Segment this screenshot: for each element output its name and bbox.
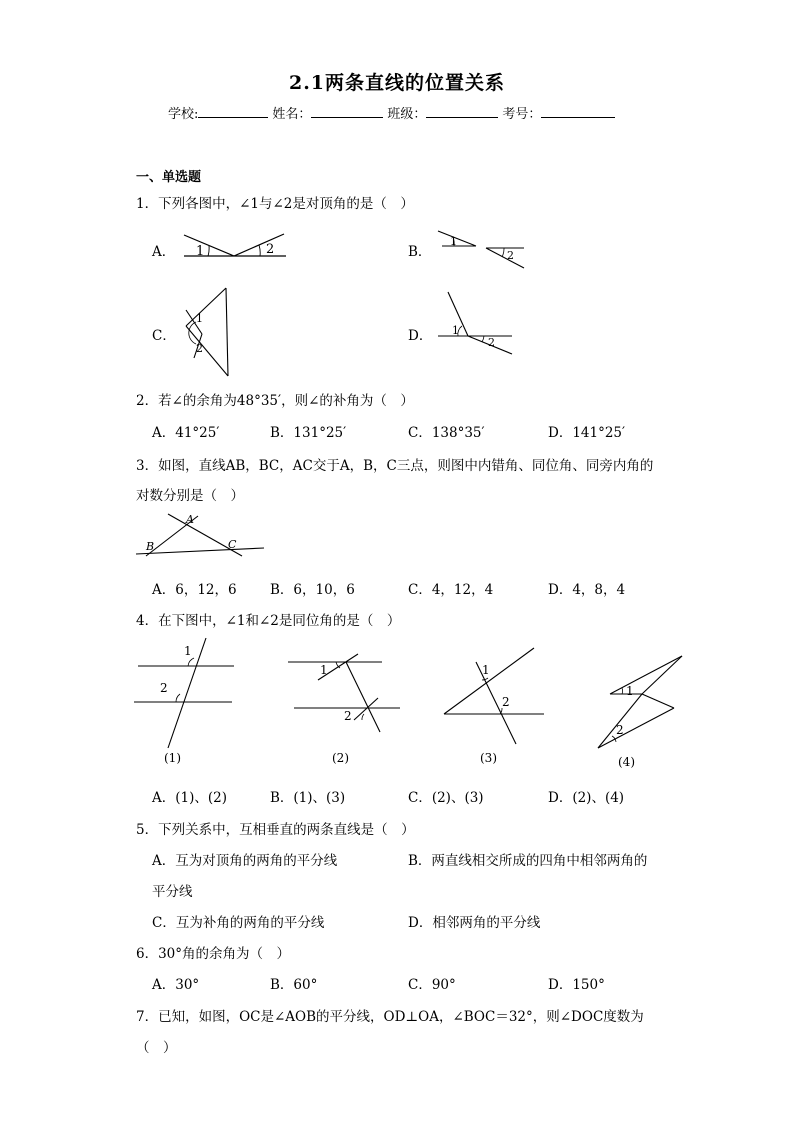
q4-caption-4: (4) xyxy=(618,755,635,769)
section-heading: 一、单选题 xyxy=(136,170,202,185)
q4-fig4-angle-2: 2 xyxy=(616,723,624,737)
q1b-angle-2: 2 xyxy=(507,249,514,262)
q4-option-a[interactable]: A．(1)、(2) xyxy=(152,790,227,806)
q4-option-d[interactable]: D．(2)、(4) xyxy=(548,790,625,806)
q3-point-b: B xyxy=(146,540,155,553)
q1-option-a-label[interactable]: A． xyxy=(152,244,176,260)
q1c-angle-2: 2 xyxy=(196,342,203,355)
q1-figure-b xyxy=(432,226,532,274)
q1-figure-d xyxy=(432,288,518,360)
q1-option-c-label[interactable]: C． xyxy=(152,328,176,344)
school-label: 学校: xyxy=(168,107,199,122)
q4-figure-1 xyxy=(130,636,240,770)
q4-option-b[interactable]: B．(1)、(3) xyxy=(270,790,346,806)
q4-figure-2 xyxy=(284,650,404,770)
q3-option-a[interactable]: A．6，12，6 xyxy=(152,582,237,598)
q5-option-a[interactable]: A．互为对顶角的两角的平分线 xyxy=(152,853,338,869)
q3-option-b[interactable]: B．6，10，6 xyxy=(270,582,355,598)
q4-figure-4 xyxy=(594,652,690,774)
q3-point-a: A xyxy=(186,513,194,526)
q1a-angle-2: 2 xyxy=(266,242,275,257)
q5-option-b[interactable]: B．两直线相交所成的四角中相邻两角的 xyxy=(408,853,648,869)
q4-fig3-angle-1: 1 xyxy=(482,663,490,677)
q4-fig3-angle-2: 2 xyxy=(502,695,510,709)
q3-point-c: C xyxy=(228,538,237,551)
q2-option-d[interactable]: D．141°25′ xyxy=(548,425,626,441)
q2-option-b[interactable]: B．131°25′ xyxy=(270,425,347,441)
exam-no-label: 考号： xyxy=(502,107,542,122)
q2-stem: 2．若∠的余角为48°35′，则∠的补角为（ ） xyxy=(136,393,414,409)
school-field[interactable] xyxy=(198,103,268,118)
q4-fig1-angle-2: 2 xyxy=(160,681,168,695)
q2-option-c[interactable]: C．138°35′ xyxy=(408,425,485,441)
q5-option-c[interactable]: C．互为补角的两角的平分线 xyxy=(152,915,325,931)
q1a-angle-1: 1 xyxy=(196,244,205,259)
page-title: 2.1两条直线的位置关系 xyxy=(288,72,506,94)
q1-stem: 1．下列各图中，∠1与∠2是对顶角的是（ ） xyxy=(136,196,414,212)
q5-option-b-continued: 平分线 xyxy=(152,884,193,900)
class-field[interactable] xyxy=(426,103,498,118)
q4-option-c[interactable]: C．(2)、(3) xyxy=(408,790,484,806)
q4-fig1-angle-1: 1 xyxy=(184,644,192,658)
q4-caption-3: (3) xyxy=(480,751,497,765)
q4-figure-3 xyxy=(440,644,550,768)
q3-figure xyxy=(134,510,266,560)
q1-option-b-label[interactable]: B． xyxy=(408,244,432,260)
q6-stem: 6．30°角的余角为（ ） xyxy=(136,946,291,962)
q7-stem-line2: （ ） xyxy=(136,1040,177,1056)
q3-stem-line1: 3．如图，直线AB，BC，AC交于A，B，C三点，则图中内错角、同位角、同旁内角的 xyxy=(136,458,654,474)
q4-fig2-angle-1: 1 xyxy=(320,663,328,677)
name-label: 姓名： xyxy=(272,107,312,122)
q2-option-a[interactable]: A．41°25′ xyxy=(152,425,220,441)
q6-option-d[interactable]: D．150° xyxy=(548,977,605,993)
q4-stem: 4．在下图中，∠1和∠2是同位角的是（ ） xyxy=(136,613,401,629)
q1d-angle-1: 1 xyxy=(452,324,459,337)
student-info-line xyxy=(168,103,619,122)
q6-option-b[interactable]: B．60° xyxy=(270,977,318,993)
q3-option-c[interactable]: C．4，12，4 xyxy=(408,582,494,598)
q5-option-d[interactable]: D．相邻两角的平分线 xyxy=(408,915,541,931)
q1d-angle-2: 2 xyxy=(488,336,495,349)
q1-figure-a xyxy=(176,226,292,262)
q4-caption-2: (2) xyxy=(332,751,349,765)
exam-no-field[interactable] xyxy=(541,103,615,118)
q3-stem-line2: 对数分别是（ ） xyxy=(136,488,244,504)
q1b-angle-1: 1 xyxy=(450,235,457,248)
q1-option-d-label[interactable]: D． xyxy=(408,328,433,344)
q4-fig4-angle-1: 1 xyxy=(626,684,634,698)
name-field[interactable] xyxy=(311,103,383,118)
q4-caption-1: (1) xyxy=(164,751,181,765)
q6-option-a[interactable]: A．30° xyxy=(152,977,200,993)
q1-figure-c xyxy=(176,284,236,380)
q1c-angle-1: 1 xyxy=(196,312,203,325)
class-label: 班级： xyxy=(387,107,427,122)
q6-option-c[interactable]: C．90° xyxy=(408,977,456,993)
q5-stem: 5．下列关系中，互相垂直的两条直线是（ ） xyxy=(136,822,415,838)
q4-fig2-angle-2: 2 xyxy=(344,709,352,723)
q7-stem-line1: 7．已知，如图，OC是∠AOB的平分线，OD⊥OA，∠BOC＝32°，则∠DOC度数为 xyxy=(136,1009,644,1025)
q3-option-d[interactable]: D．4，8，4 xyxy=(548,582,626,598)
